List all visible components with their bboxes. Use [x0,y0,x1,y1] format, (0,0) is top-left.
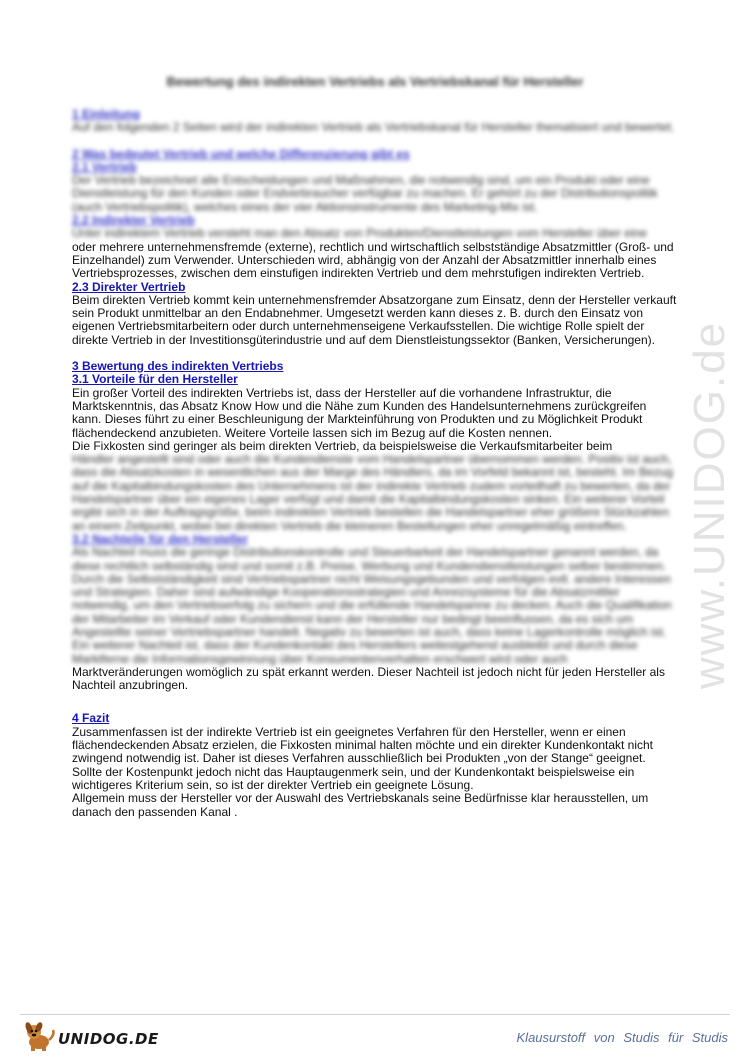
unidog-logo [22,1018,159,1052]
watermark [685,270,734,740]
paragraph-conclusion: Zusammenfassen ist der indirekte Vertrieb ist ein geeignetes Verfahren für den Hersteller, wenn er einen flächendeckenden Absatz erzielen, die Fixkosten minimal halten möchte und ein direkter Kundenkontakt nicht zwingend notwendig ist. Daher ist dieses Verfahren ausschließlich bei Produkten „von der Stange“ geeignet. Sollte der Kostenpunkt jedoch nicht das Hauptaugenmerk sein, und der Kundenkontakt beispielsweise ein wichtigeres Kriterium sein, so ist der direkter Vertrieb ein geeignete Lösung. [72,724,654,792]
heading-3-1: 3.1 Vorteile für den Hersteller [72,372,238,387]
paragraph-advantages: Ein großer Vorteil des indirekten Vertriebs ist, dass der Hersteller auf die vorhandene Infrastruktur, die Marktskenntnis, das Absatz Know How und die Nähe zum Kunden des Handelsunternehmens zurückgreifen kann. Dieses führt zu einer Beschleunigung der Markteinführung von Produkten und zu Möglichkeit Produkt flächendeckend anzubieten. Weitere Vorteile lassen sich im Bezug auf die Kosten nennen. [72,385,647,440]
document-body [72,108,678,819]
section-blurred-middle [72,453,678,666]
heading-2-1: 2.1 Vertrieb [72,159,137,174]
dog-icon [22,1018,56,1052]
section-definitions [72,148,678,241]
watermark-text: www.UNIDOG.de [685,320,734,690]
heading-2-2: 2.2 Indirekter Vertrieb [72,213,195,228]
section-introduction [72,108,678,135]
paragraph-indirect-sales: oder mehrere unternehmensfremde (externe), rechtlich und wirtschaftlich selbstständige Absatzmittler (Groß- und Einzelhandel) zum Verwender. Unterschieden wird, abhängig von der Anzahl der Absatzmittler innerhalb eines Vertriebsprozesses, zwischen dem einstufigen indirekten Vertrieb und dem mehrstufigen indirekten Vertrieb. [72,239,674,281]
heading-2-3: 2.3 Direkter Vertrieb [72,279,186,294]
heading-1: 1 Einleitung [72,107,141,121]
paragraph: Unter indirektem Vertrieb versteht man den Absatz von Produkten/Dienstleistungen vom Hersteller über eine [72,226,647,241]
paragraph: Der Vertrieb bezeichnet alle Entscheidungen und Maßnahmen, die notwendig sind, um ein Produkt oder eine Dienstleistung für den Kunden oder Endverbraucher verfügbar zu machen. Er gehört zu der Distributionspolitik (auch Vertriebspolitik), welches eines der vier Aktionsinstrumente des Marketing-Mix ist. [72,173,658,214]
paragraph: Auf den folgenden 2 Seiten wird der indirekten Vertrieb als Vertriebskanal für Hersteller thematisiert und bewertet. [72,120,675,135]
footer-divider [20,1014,730,1015]
paragraph: Als Nachteil muss die geringe Distributionskontrolle und Steuerbarkeit der Handelspartner genannt werden, da diese rechtlich selbständig sind und somit z.B. Preise, Werbung und Kundendienstleistungen selber bestimmen. Durch die Selbstständigkeit sind Vertriebspartner nicht Weisungsgebunden und verfolgen evtl. andere Interessen und Strategien. Daher sind aufwändige Kooperationsstrategien und Anreizsysteme für die Absatzmittler notwendig, um den Vertriebserfolg zu sichern und die erfüllende Handelspanne zu decken. Auch die Qualifikation der Mitarbeiter im Verkauf oder Kundendienst kann der Hersteller nur bedingt beeinflussen, da es sich um Angestellte seiner Vertriebspartner handelt. Negativ zu bewerten ist auch, dass keine Lagerkontrolle möglich ist. [72,545,672,639]
heading-3: 3 Bewertung des indirekten Vertriebs [72,359,284,374]
paragraph-market-changes: Marktveränderungen womöglich zu spät erkannt werden. Dieser Nachteil ist jedoch nicht für jeden Hersteller als Nachteil anzubringen. [72,664,665,693]
heading-2: 2 Was bedeutet Vertrieb und welche Differenzierung gibt es [72,146,410,161]
heading-3-2: 3.2 Nachteile für den Hersteller [72,531,249,546]
footer-slogan: Klausurstoff von Studis für Studis [516,1030,728,1045]
paragraph: Händler angestellt sind oder auch die Kundendienste vom Handelspartner übernommen werden. Positiv ist auch, dass die Absatzkosten in wesentlichen aus der Marge des Händlers, da im Vorfeld bekannt ist, besteht. Im Bezug auf die Kapitalbindungskosten des Unternehmens ist der indirekte Vertrieb zudem vorteilhaft zu bewerten, da der Handelspartner über ein eigenes Lager verfügt und damit die Kapitalbindungskosten sinken. Ein weiterer Vorteil ergibt sich in der Auftragsgröße, beim indirekten Vertrieb bestellen die Handelspartner eher größere Stückzahlen an einem Zeitpunkt, wobei bei direkten Vertrieb die kleineren Bestellungen eher unregelmäßig eintreffen. [72,452,674,533]
document-title: Bewertung des indirekten Vertriebs als Vertriebskanal für Hersteller [166,74,584,89]
paragraph-direct-sales: Beim direkten Vertrieb kommt kein unternehmensfremder Absatzorgane zum Einsatz, denn der Hersteller verkauft sein Produkt unmittelbar an den Endabnehmer. Umgesetzt werden kann dieses z. B. durch den Einsatz von eigenen Vertriebsmitarbeitern oder durch unternehmenseigene Verkaufsstellen. Die wichtige Rolle spielt der direkte Vertrieb in der Investitionsgüterindustrie und auf dem Dienstleistungssektor (Banken, Versicherungen). [72,292,677,347]
paragraph: Ein weiterer Nachteil ist, dass der Kundenkontakt des Herstellers weitestgehend ausbleibt und durch diese Marktferne die Informationsgewinnung über Konsumentenverhalten erschwert wird oder auch [72,638,638,666]
paragraph-fixed-costs: Die Fixkosten sind geringer als beim direkten Vertrieb, da beispielsweise die Verkaufsmitarbeiter beim [72,438,613,453]
heading-4: 4 Fazit [72,711,110,726]
paragraph-conclusion-final: Allgemein muss der Hersteller vor der Auswahl des Vertriebskanals seine Bedürfnisse klar herausstellen, um danach den passenden Kanal . [72,791,649,819]
logo-text: UNIDOG.DE [58,1030,159,1048]
